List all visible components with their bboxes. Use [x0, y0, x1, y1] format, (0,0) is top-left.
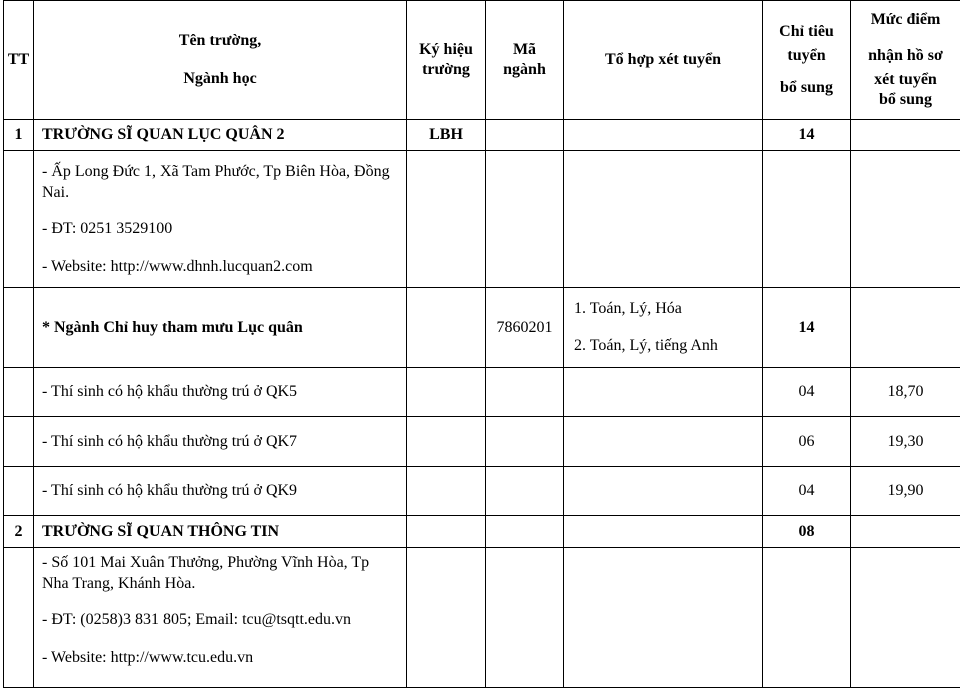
table-row [4, 467, 960, 516]
header-school-code: Ký hiệu trường [407, 1, 486, 120]
region-label: - Thí sinh có hộ khẩu thường trú ở QK5 [34, 368, 407, 417]
school-contact-info [34, 548, 407, 688]
subject-combo-1: 1. Toán, Lý, Hóa [574, 300, 682, 317]
header-school-name: Tên trường, Ngành học [34, 1, 407, 120]
school-address: - Ấp Long Đức 1, Xã Tam Phước, Tp Biên Hòa, Đồng Nai. [42, 163, 390, 201]
school-name: TRƯỜNG SĨ QUAN THÔNG TIN [34, 516, 407, 548]
school-row [4, 516, 960, 548]
table-row [4, 368, 960, 417]
region-quota: 04 [763, 368, 851, 417]
region-quota: 06 [763, 417, 851, 467]
school-row [4, 120, 960, 151]
major-row [4, 288, 960, 368]
header-tt: TT [4, 1, 34, 120]
region-quota: 04 [763, 467, 851, 516]
school-index: 2 [4, 516, 34, 548]
major-name: * Ngành Chỉ huy tham mưu Lục quân [34, 288, 407, 368]
school-website: - Website: http://www.tcu.edu.vn [42, 649, 254, 666]
school-quota: 14 [763, 120, 851, 151]
school-phone: - ĐT: 0251 3529100 [42, 220, 173, 237]
header-min-score: Mức điểm nhận hồ sơ xét tuyển bổ sung [851, 1, 960, 120]
header-major-code: Mã ngành [486, 1, 564, 120]
subject-combos [564, 288, 763, 368]
region-score: 19,90 [851, 467, 960, 516]
school-phone: - ĐT: (0258)3 831 805; Email: tcu@tsqtt.edu.vn [42, 611, 352, 628]
major-quota: 14 [763, 288, 851, 368]
region-label: - Thí sinh có hộ khẩu thường trú ở QK9 [34, 467, 407, 516]
school-code: LBH [407, 120, 486, 151]
school-website: - Website: http://www.dhnh.lucquan2.com [42, 258, 313, 275]
major-code: 7860201 [486, 288, 564, 368]
school-quota: 08 [763, 516, 851, 548]
school-index: 1 [4, 120, 34, 151]
subject-combo-2: 2. Toán, Lý, tiếng Anh [574, 337, 718, 354]
region-score: 18,70 [851, 368, 960, 417]
admission-table [3, 0, 960, 688]
school-info-row [4, 548, 960, 688]
header-quota: Chỉ tiêu tuyển bổ sung [763, 1, 851, 120]
header-row [4, 1, 960, 120]
school-address: - Số 101 Mai Xuân Thưởng, Phường Vĩnh Hòa, Tp Nha Trang, Khánh Hòa. [42, 554, 370, 592]
school-info-row [4, 151, 960, 288]
school-contact-info [34, 151, 407, 288]
region-label: - Thí sinh có hộ khẩu thường trú ở QK7 [34, 417, 407, 467]
region-score: 19,30 [851, 417, 960, 467]
school-name: TRƯỜNG SĨ QUAN LỤC QUÂN 2 [34, 120, 407, 151]
table-row [4, 417, 960, 467]
header-subject-combo: Tổ hợp xét tuyển [564, 1, 763, 120]
